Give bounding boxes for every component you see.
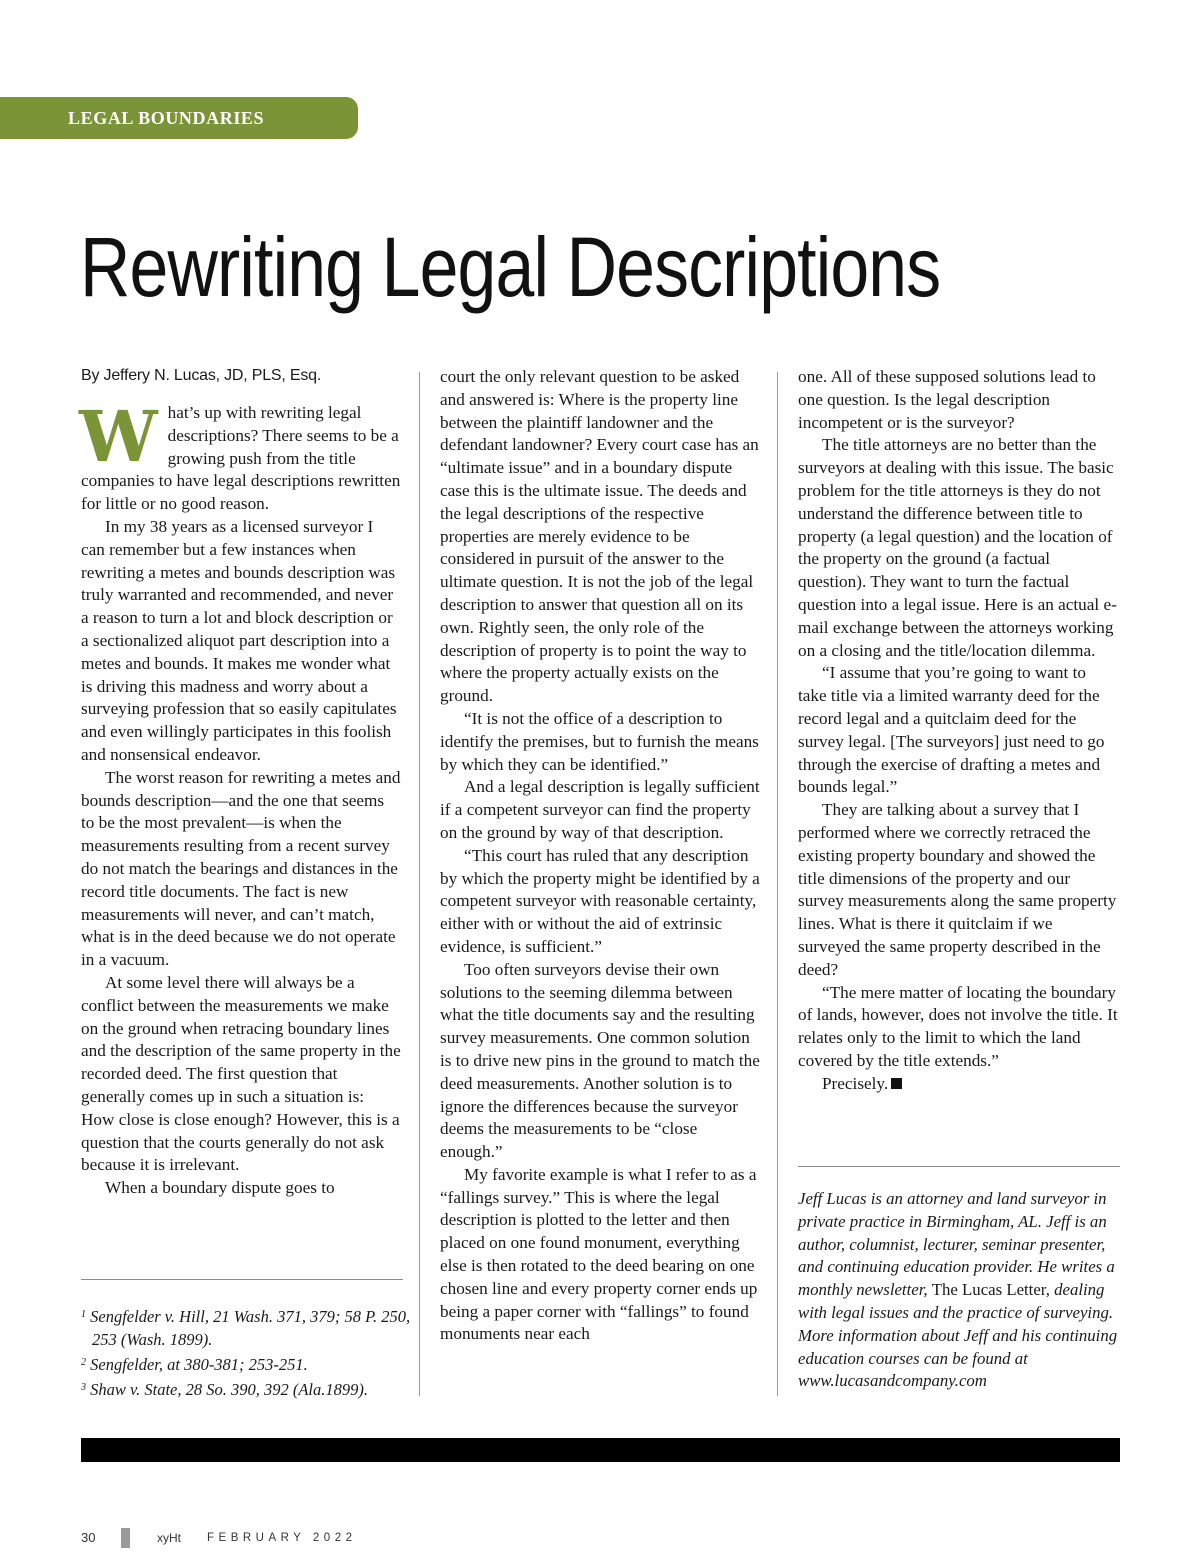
footnotes bbox=[81, 1303, 411, 1401]
article-paragraph: “It is not the office of a description to identify the premises, but to furnish the means by which they can be identified.” bbox=[440, 708, 759, 774]
article-column-1 bbox=[81, 366, 401, 1200]
footnote-text: Shaw v. State, 28 So. 390, 392 (Ala.1899). bbox=[90, 1380, 368, 1399]
footer-bar bbox=[81, 1438, 1120, 1462]
article-paragraph: The title attorneys are no better than the surveyors at dealing with this issue. The basic problem for the title attorneys is they do not understand the difference between title to property (a legal question) and the location of the property on the ground (a factual question). They want to turn the factual question into a legal issue. Here is an actual e-mail exchange between the attorneys working on a closing and the title/location dilemma. bbox=[798, 435, 1117, 660]
article-paragraph: They are talking about a survey that I performed where we correctly retraced the existing property boundary and showed the title dimensions of the property and our survey measurements along the same property lines. What is there it quitclaim if we surveyed the same property described in the deed? bbox=[798, 800, 1117, 979]
article-paragraph: At some level there will always be a conflict between the measurements we make on the ground when retracing boundary lines and the description of the same property in the recorded deed. The first question that generally comes up in such a situation is: How close is close enough? However, this is a question that the courts generally do not ask because it is irrelevant. bbox=[81, 972, 401, 1175]
issue-date: FEBRUARY 2022 bbox=[207, 1532, 357, 1544]
article-paragraph bbox=[798, 1073, 1118, 1096]
folio-separator bbox=[121, 1528, 130, 1548]
article-column-3 bbox=[798, 366, 1118, 1096]
column-divider bbox=[419, 372, 420, 1396]
magazine-name: xyHt bbox=[157, 1531, 181, 1545]
article-paragraph: “This court has ruled that any description by which the property might be identified by a competent surveyor with reasonable certainty, either with or without the aid of extrinsic evidence, is sufficient.” bbox=[440, 845, 760, 956]
article-paragraph: one. All of these supposed solutions lead to one question. Is the legal description incompetent or is the surveyor? bbox=[798, 367, 1096, 432]
page-number: 30 bbox=[81, 1530, 96, 1545]
bio-divider bbox=[798, 1166, 1120, 1167]
footnote-text: Sengfelder v. Hill, 21 Wash. 371, 379; 58 P. 250, 253 (Wash. 1899). bbox=[90, 1307, 411, 1349]
footnote-number: 1 bbox=[81, 1309, 86, 1320]
article-paragraph bbox=[79, 395, 401, 516]
article-paragraph: In my 38 years as a licensed surveyor I can remember but a few instances when rewriting a metes and bounds description was truly warranted and recommended, and never a reason to turn a lot and block description or a sectionalized aliquot part description into a metes and bounds. It makes me wonder what is driving this madness and worry about a surveying profession that so easily capitulates and even willingly participates in this foolish and nonsensical endeavor. bbox=[81, 516, 397, 764]
author-bio bbox=[798, 1188, 1123, 1393]
footnote-number: 3 bbox=[81, 1382, 86, 1393]
footnote bbox=[81, 1303, 411, 1351]
article-paragraph: My favorite example is what I refer to as a “fallings survey.” This is where the legal description is plotted to the letter and then placed on one found monument, everything else is then rotated to the deed bearing on one chosen line and every property corner ends up being a paper corner with “fallings” to found monuments near each bbox=[440, 1164, 758, 1344]
drop-cap: W bbox=[79, 395, 158, 478]
article-paragraph: When a boundary dispute goes to bbox=[105, 1178, 335, 1198]
article-paragraph: And a legal description is legally sufficient if a competent surveyor can find the property on the ground by way of that description. bbox=[440, 777, 760, 842]
footnote-divider bbox=[81, 1279, 403, 1280]
footnote-text: Sengfelder, at 380-381; 253-251. bbox=[90, 1355, 308, 1374]
byline: By Jeffery N. Lucas, JD, PLS, Esq. bbox=[81, 367, 322, 384]
paragraph-text: Precisely. bbox=[822, 1073, 889, 1093]
article-column-2 bbox=[440, 366, 760, 1346]
article-paragraph: court the only relevant question to be asked and answered is: Where is the property line between the plaintiff landowner and the defendant landowner? Every court case has an “ultimate issue” and in a boundary dispute case this is the ultimate issue. The deeds and the legal descriptions of the respective properties are merely evidence to be considered in pursuit of the answer to the ultimate question. It is not the job of the legal description to answer that question all on its own. Rightly seen, the only role of the description of property is to point the way to where the property actually exists on the ground. bbox=[440, 367, 759, 706]
column-divider bbox=[777, 372, 778, 1396]
footnote-number: 2 bbox=[81, 1357, 86, 1368]
end-of-article-square-icon bbox=[891, 1078, 902, 1089]
bio-text: Jeff Lucas is an attorney and land surveyor in private practice in Birmingham, AL. Jeff is an author, columnist, lecturer, seminar presenter, and continuing education provider. He writes a monthly newsletter, bbox=[798, 1189, 1115, 1300]
bio-text: dealing with legal issues and the practice of surveying. More information about Jeff and his continuing education courses can be found at www.lucasandcompany.com bbox=[798, 1280, 1118, 1391]
article-title: Rewriting Legal Descriptions bbox=[80, 220, 941, 314]
article-paragraph: “I assume that you’re going to want to take title via a limited warranty deed for the record legal and a quitclaim deed for the survey legal. [The surveyors] just need to go through the exercise of drafting a metes and bounds legal.” bbox=[798, 663, 1105, 797]
footnote bbox=[81, 1376, 411, 1401]
newsletter-name: The Lucas Letter, bbox=[931, 1280, 1050, 1300]
footnote bbox=[81, 1351, 411, 1376]
article-paragraph: “The mere matter of locating the boundary of lands, however, does not involve the title. It relates only to the limit to which the land covered by the title extends.” bbox=[798, 982, 1118, 1070]
paragraph-text: hat’s up with rewriting legal descriptions? There seems to be a growing push from the title companies to have legal descriptions rewritten for little or no good reason. bbox=[81, 403, 401, 514]
section-label: LEGAL BOUNDARIES bbox=[0, 97, 358, 139]
article-paragraph: The worst reason for rewriting a metes and bounds description—and the one that seems to be the most prevalent—is when the measurements resulting from a recent survey do not match the bearings and distances in the record title documents. The fact is new measurements will never, and can’t match, what is in the deed because we do not operate in a vacuum. bbox=[81, 767, 401, 970]
article-paragraph: Too often surveyors devise their own solutions to the seeming dilemma between what the title documents say and the resulting survey measurements. One common solution is to drive new pins in the ground to match the deed measurements. Another solution is to ignore the differences because the surveyor deems the measurements to be “close enough.” bbox=[440, 959, 760, 1162]
